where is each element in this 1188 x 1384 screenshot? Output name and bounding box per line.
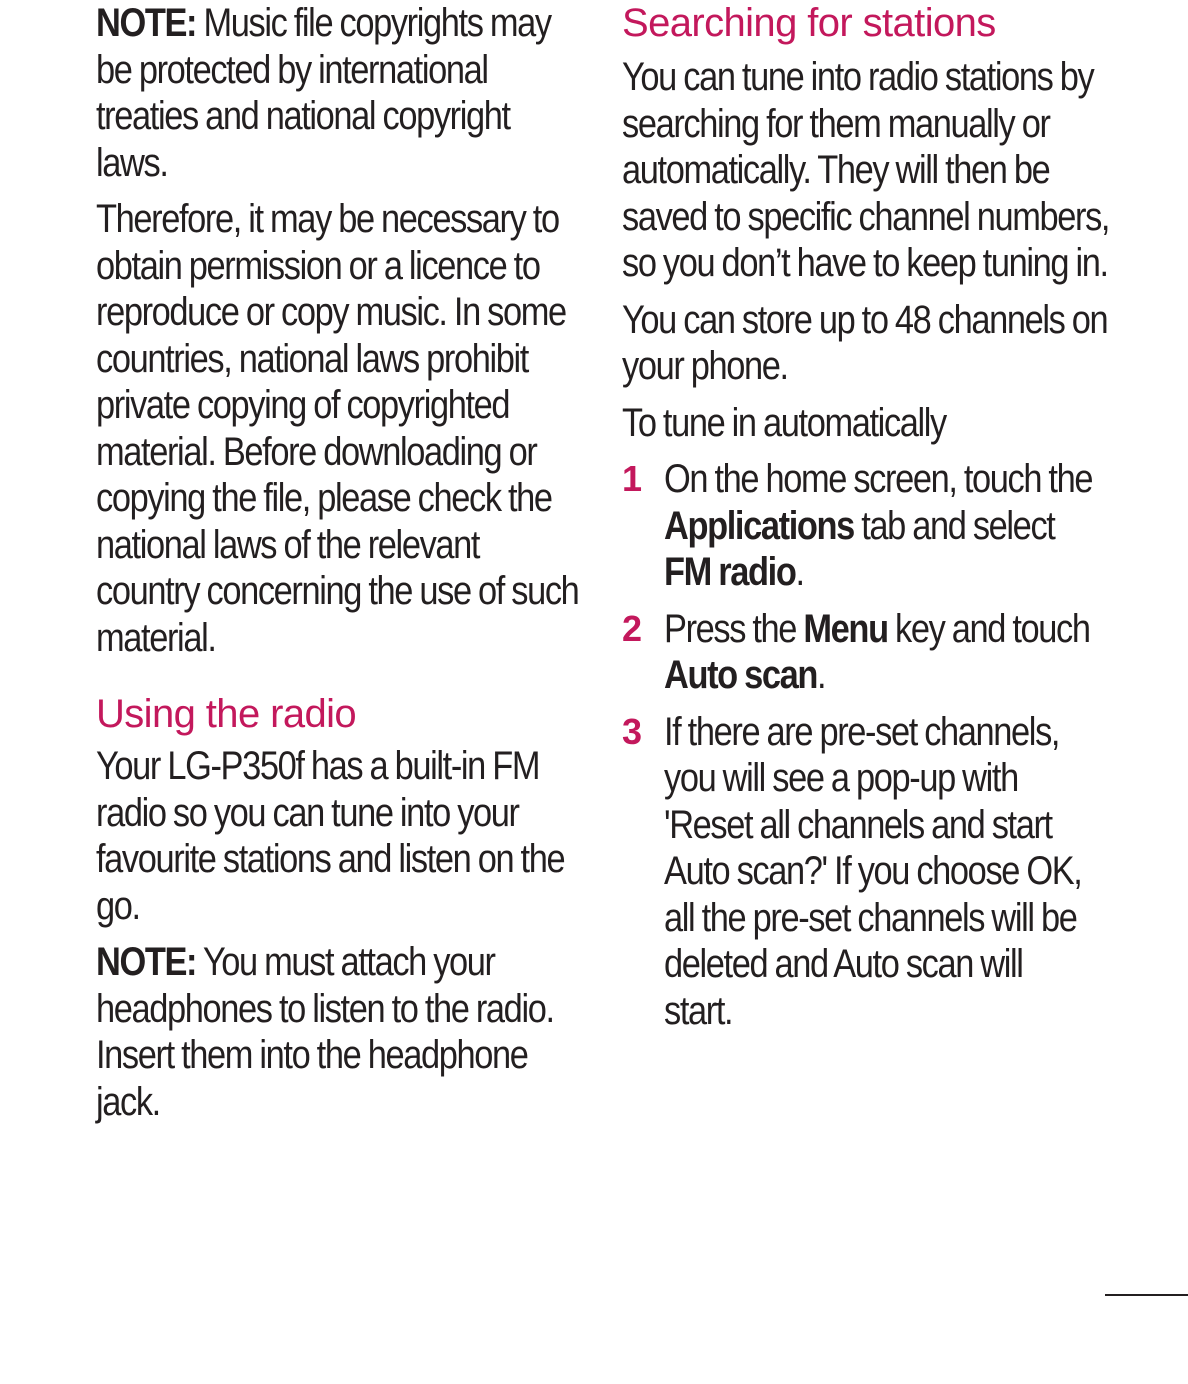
step-number: 3	[622, 710, 643, 752]
step-text	[664, 606, 1094, 699]
step-2	[622, 606, 1112, 699]
step-number: 2	[622, 607, 643, 649]
copyright-note	[96, 0, 586, 186]
right-column	[622, 0, 1112, 1034]
section-heading-searching-stations: Searching for stations	[622, 1, 996, 45]
step-text-part: tab and select	[853, 503, 1055, 548]
search-intro-paragraph: You can tune into radio stations by searching for them manually or automatically. They will then be saved to specific channel numbers, so you don’t have to keep tuning in.	[622, 55, 1110, 285]
step-text	[664, 456, 1094, 596]
step-3	[622, 709, 1112, 1035]
radio-intro-paragraph: Your LG-P350f has a built-in FM radio so you can tune into your favourite stations and listen on the go.	[96, 744, 565, 928]
note-text: You must attach your headphones to listen to the radio. Insert them into the headphone jack.	[96, 940, 554, 1124]
applications-tab-reference: Applications	[664, 503, 854, 548]
note-text: Music file copyrights may be protected by international treaties and national copyright laws.	[96, 1, 551, 185]
step-1	[622, 456, 1112, 596]
page-footer-rule	[1105, 1294, 1188, 1296]
headphone-note	[96, 939, 586, 1125]
step-text-part: On the home screen, touch the	[664, 457, 1093, 501]
left-column	[96, 0, 586, 1125]
section-heading-using-radio: Using the radio	[96, 692, 357, 736]
note-label: NOTE:	[96, 940, 197, 984]
menu-key-reference: Menu	[803, 606, 888, 651]
storage-paragraph: You can store up to 48 channels on your phone.	[622, 297, 1108, 388]
note-label: NOTE:	[96, 1, 197, 45]
step-text-part: .	[795, 550, 804, 594]
permission-paragraph: Therefore, it may be necessary to obtain permission or a licence to reproduce or copy music. In some countries, national laws prohibit private copying of copyrighted material. Before downloading or copying the file, please check the national laws of the relevant country concerning the use of such material.	[96, 197, 579, 660]
fm-radio-reference: FM radio	[664, 550, 796, 594]
step-text: If there are pre-set channels, you will see a pop-up with 'Reset all channels and start Auto scan?' If you choose OK, all the pre-set channels will be deleted and Auto scan will start.	[664, 709, 1082, 1033]
step-text-part: .	[817, 653, 826, 697]
step-text-part: Press the	[664, 606, 804, 651]
step-number: 1	[622, 458, 643, 499]
step-text-part: key and touch	[887, 606, 1090, 651]
auto-scan-reference: Auto scan	[664, 653, 818, 697]
auto-tune-subheading: To tune in automatically	[622, 400, 946, 445]
